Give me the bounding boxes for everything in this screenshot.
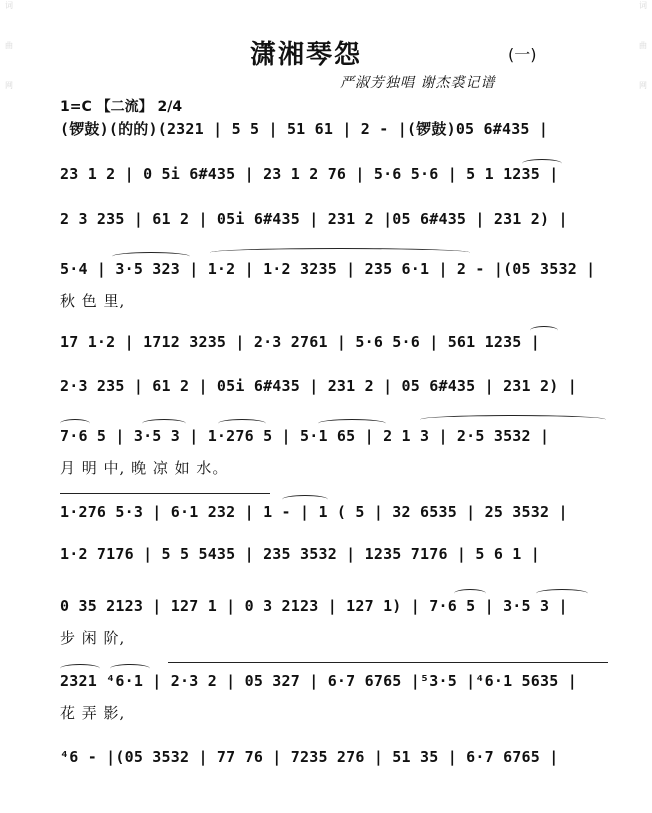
score-row: [60, 377, 608, 403]
watermark-char: 曲: [639, 41, 647, 50]
notation-line: 17 1·2 | 1712 3235 | 2·3 2761 | 5·6 5·6 | 561 1235 |: [60, 333, 540, 351]
notation-line: 5·4 | 3·5 323 | 1·2 | 1·2 3235 | 235 6·1 | 2 - |(05 3532 |: [60, 260, 596, 278]
notation-line: 0 35 2123 | 127 1 | 0 3 2123 | 127 1) | 7·6 5 | 3·5 3 |: [60, 597, 568, 615]
slur-mark: [318, 419, 386, 428]
lyrics-line: 花 弄 影,: [60, 704, 126, 722]
slur-mark: [110, 664, 150, 673]
score-row: [60, 165, 608, 191]
lyrics-line: 秋 色 里,: [60, 292, 126, 310]
score-title: 潇湘琴怨: [250, 40, 363, 70]
slur-mark: [522, 159, 562, 168]
slur-mark: [420, 415, 606, 424]
watermark-char: 曲: [5, 41, 13, 50]
lyrics-line: 月 明 中, 晚 凉 如 水。: [60, 459, 229, 477]
watermark-char: 网: [639, 81, 647, 90]
key-and-meter: 1=C 【二流】 2/4: [60, 99, 183, 115]
notation-line: 1·276 5·3 | 6·1 232 | 1 - | 1 ( 5 | 32 6535 | 25 3532 |: [60, 503, 568, 521]
score-row: [60, 427, 608, 453]
score-row: [60, 118, 608, 144]
notation-line: 2 3 235 | 61 2 | 05i 6#435 | 231 2 |05 6#435 | 231 2) |: [60, 210, 568, 228]
credits: 严淑芳独唱 谢杰裘记谱: [340, 75, 496, 91]
watermark-left: [2, 0, 16, 813]
score-row: [60, 260, 608, 286]
tie-line: [168, 662, 608, 663]
notation-line: 23 1 2 | 0 5i 6#435 | 23 1 2 76 | 5·6 5·6 | 5 1 1235 |: [60, 165, 559, 183]
watermark-right: [636, 0, 650, 813]
slur-mark: [218, 419, 266, 428]
notation-line: 2321 ⁴6·1 | 2·3 2 | 05 327 | 6·7 6765 |⁵3·5 |⁴6·1 5635 |: [60, 672, 577, 690]
watermark-char: 词: [639, 1, 647, 10]
watermark-char: 网: [5, 81, 13, 90]
watermark-char: 词: [5, 1, 13, 10]
notation-line: 1·2 7176 | 5 5 5435 | 235 3532 | 1235 7176 | 5 6 1 |: [60, 545, 540, 563]
slur-mark: [60, 664, 100, 673]
score-row: [60, 545, 608, 571]
part-number: (一): [508, 45, 537, 64]
notation-line: 2·3 235 | 61 2 | 05i 6#435 | 231 2 | 05 6#435 | 231 2) |: [60, 377, 577, 395]
score-row: [60, 210, 608, 236]
slur-mark: [282, 495, 328, 504]
score-row: [60, 748, 608, 774]
score-row: [60, 503, 608, 529]
slur-mark: [210, 248, 470, 257]
score-row: [60, 597, 608, 623]
notation-line: ⁴6 - |(05 3532 | 77 76 | 7235 276 | 51 35 | 6·7 6765 |: [60, 748, 559, 766]
slur-mark: [112, 252, 190, 261]
score-row: [60, 333, 608, 359]
slur-mark: [536, 589, 588, 598]
notation-line: 7·6 5 | 3·5 3 | 1·276 5 | 5·1 65 | 2 1 3 | 2·5 3532 |: [60, 427, 550, 445]
slur-mark: [454, 589, 486, 598]
tie-line: [60, 493, 270, 494]
slur-mark: [60, 419, 90, 428]
slur-mark: [530, 326, 558, 335]
lyrics-line: 步 闲 阶,: [60, 629, 126, 647]
score-row: [60, 672, 608, 698]
slur-mark: [142, 419, 186, 428]
notation-line: (锣鼓)(的的)(2321 | 5 5 | 51 61 | 2 - |(锣鼓)05 6#435 |: [60, 120, 549, 138]
